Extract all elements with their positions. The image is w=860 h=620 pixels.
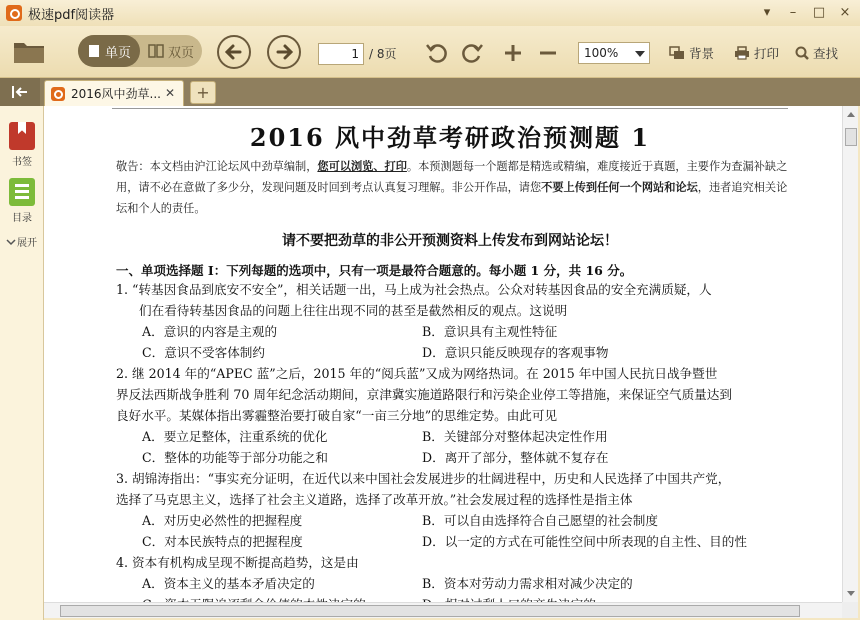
q3-option-d: D．以一定的方式在可能性空间中所表现的自主性、目的性 [422,534,747,549]
q2-option-d: D．离开了部分，整体就不复存在 [422,450,609,465]
horizontal-scroll-thumb[interactable] [60,605,800,617]
outline-icon [9,178,35,206]
minus-icon [538,43,558,63]
collapse-sidebar-button[interactable] [0,78,40,106]
search-icon [795,46,809,60]
prev-page-button[interactable] [217,35,251,69]
background-button[interactable] [669,44,714,62]
rotate-right-button[interactable] [459,40,485,66]
plus-icon [503,43,523,63]
background-icon [669,46,685,60]
notice-text: 敬告：本文档由沪江论坛风中劲草编制， [116,160,318,173]
outline-button[interactable] [0,178,44,224]
q1-option-b: B．意识具有主观性特征 [422,324,558,339]
pdf-app-icon [51,87,65,101]
next-page-button[interactable] [267,35,301,69]
printer-icon [734,46,750,60]
q1-option-a: A．意识的内容是主观的 [142,324,278,339]
notice-permission: 您可以浏览、打印 [317,159,407,173]
vertical-scroll-thumb[interactable] [845,128,857,146]
header-rule [112,108,788,109]
q2-option-c: C．整体的功能等于部分功能之和 [142,450,328,465]
outline-label: 目录 [12,213,32,224]
chevron-down-icon [6,238,16,246]
zoom-value: 100% [584,46,619,60]
app-title: 极速pdf阅读器 [28,7,115,23]
arrow-left-icon [224,42,244,62]
notice-warning: 不要上传到任何一个网站和论坛 [541,180,698,194]
zoom-select[interactable] [578,42,650,64]
background-label: 背景 [689,46,715,61]
single-page-icon [87,44,101,58]
document-viewport[interactable] [44,106,842,602]
collapse-left-icon [11,85,29,99]
q1-option-c: C．意识不受客体制约 [142,345,265,360]
q4-option-b: B．资本对劳动力需求相对减少决定的 [422,576,633,591]
tab-label: 2016风中劲草... [71,87,161,101]
find-button[interactable] [795,44,838,62]
single-page-button[interactable] [78,35,140,67]
tab-bar [0,78,860,106]
open-file-button[interactable] [12,35,46,67]
rotate-left-icon [425,41,449,65]
title-bar [0,0,860,26]
bookmark-icon [9,122,35,150]
double-page-label: 双页 [167,45,194,61]
maximize-button[interactable]: □ [812,4,826,20]
q3-option-b: B．可以自由选择符合自己愿望的社会制度 [422,513,658,528]
arrow-right-icon [274,42,294,62]
double-page-button[interactable] [140,35,202,67]
zoom-out-button[interactable] [535,40,561,66]
side-panel [0,106,44,620]
print-label: 打印 [754,46,780,61]
app-logo-icon [6,5,22,21]
folder-icon [12,37,46,65]
window-controls [756,3,856,21]
notice-text-end: ，违者追究相关论坛和个人的责任。 [116,181,788,215]
q4-stem-line1: 4. 资本有机构成呈现不断提高趋势，这是由 [116,555,359,570]
bookmark-button[interactable] [0,122,44,168]
q2-stem-line2: 界反法西斯战争胜利 70 周年纪念活动期间，京津冀实施道路限行和污染企业停工等措施，来保证空气质量达到 [116,387,732,402]
q2-stem-line3: 良好水平。某媒体指出雾霾整治要打破自家“一亩三分地”的思维定势。由此可见 [116,408,558,423]
expand-label: 展开 [17,238,37,249]
page-total-label: / 8页 [369,47,397,61]
expand-button[interactable] [6,234,37,249]
q1-option-d: D．意识只能反映现存的客观事物 [422,345,609,360]
new-tab-button[interactable] [190,81,216,104]
q3-option-c: C．对本民族特点的把握程度 [142,534,303,549]
view-mode-toggle [78,35,202,67]
tab-close-icon[interactable]: ✕ [164,86,175,100]
close-button[interactable]: × [839,4,851,20]
q4-option-a: A．资本主义的基本矛盾决定的 [142,576,315,591]
toolbar [0,26,860,78]
q2-stem-line1: 2. 继 2014 年的“APEC 蓝”之后，2015 年的“阅兵蓝”又成为网络热词。在 2015 年中国人民抗日战争暨世 [116,366,718,381]
single-page-label: 单页 [104,45,131,61]
scrollbar-corner [842,602,858,618]
minimize-button[interactable]: – [789,4,797,20]
find-label: 查找 [813,46,839,61]
print-button[interactable] [734,44,779,62]
q3-option-a: A．对历史必然性的把握程度 [142,513,303,528]
q1-stem-line1: 1. “转基因食品到底安不安全”，相关话题一出，马上成为社会热点。公众对转基因食品的安全充满质疑，人 [116,282,712,297]
horizontal-scrollbar[interactable] [44,602,842,618]
plus-icon: + [196,83,210,102]
tab-document[interactable] [44,80,184,106]
upload-warning: 请不要把劲草的非公开预测资料上传发布到网站论坛！ [282,233,618,249]
chevron-down-icon [635,51,645,57]
notice-text-2: 。本预测题每一个题都是精选或精编，难度接近于真题，主要作为查漏补缺之用，请不必在意做了多少分，发现问题及时回到考点认真复习理解。非公开作品，请您 [116,160,788,194]
section-heading: 一、单项选择题 I：下列每题的选项中，只有一项是最符合题意的。每小题 1 分，共 16 分。 [116,263,633,278]
q1-stem-line2: 们在看待转基因食品的问题上往往出现不同的甚至是截然相反的观点。这说明 [139,303,568,318]
q2-option-b: B．关键部分对整体起决定性作用 [422,429,608,444]
pdf-page [112,106,788,602]
q3-stem-line2: 选择了马克思主义，选择了社会主义道路，选择了改革开放。”社会发展过程的选择性是指主体 [116,492,633,507]
q3-stem-line1: 3. 胡锦涛指出：“事实充分证明，在近代以来中国社会发展进步的壮阔进程中，历史和人民选择了中国共产党， [116,471,731,486]
scroll-up-arrow-icon[interactable] [847,112,855,117]
page-number-input[interactable]: 1 [318,43,364,65]
document-title: 2016 风中劲草考研政治预测题 1 [249,123,651,152]
scroll-down-arrow-icon[interactable] [847,591,855,596]
zoom-in-button[interactable] [500,40,526,66]
window-menu-button[interactable]: ▾ [763,4,771,20]
notice-paragraph [116,156,788,219]
double-page-icon [148,44,164,58]
vertical-scrollbar[interactable] [842,106,858,602]
bookmark-label: 书签 [12,157,32,168]
rotate-left-button[interactable] [424,40,450,66]
rotate-right-icon [460,41,484,65]
q2-option-a: A．要立足整体，注重系统的优化 [142,429,328,444]
